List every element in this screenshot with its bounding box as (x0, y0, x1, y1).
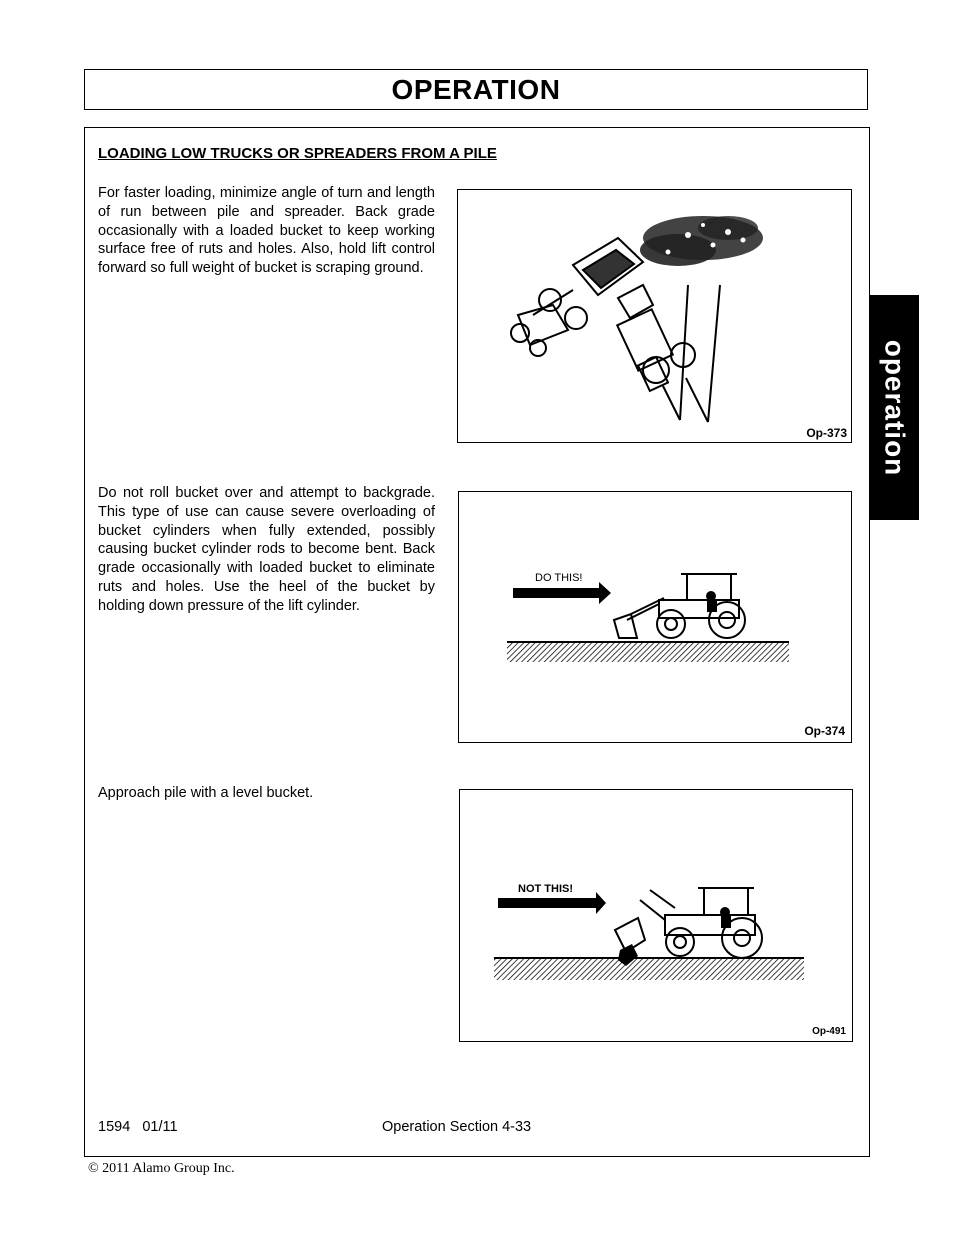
section-heading: LOADING LOW TRUCKS OR SPREADERS FROM A PILE (98, 145, 497, 162)
figure-op-373 (457, 189, 852, 443)
paragraph-2: Do not roll bucket over and attempt to backgrade. This type of use can cause severe overloading of bucket cylinders when fully extended, possibly causing bucket cylinder rods to become bent. Back grade occasionally with loaded bucket to eliminate ruts and holes. Use the heel of the bucket by holding down pressure of the lift cylinder. (98, 485, 435, 614)
section-page: Operation Section 4-33 (382, 1119, 532, 1135)
side-tab (869, 295, 919, 520)
do-this-illustration (459, 492, 853, 744)
figure-caption: NOT THIS! (518, 883, 573, 895)
figure-op-374 (458, 491, 852, 743)
page-title: OPERATION (391, 73, 561, 105)
tractor-loading-spreader-illustration (458, 190, 853, 444)
side-tab-label: operation (879, 339, 910, 476)
header-box (84, 69, 868, 110)
copyright: © 2011 Alamo Group Inc. (88, 1161, 235, 1176)
not-this-illustration (460, 790, 854, 1043)
doc-number: 1594 01/11 (98, 1119, 178, 1135)
figure-caption: DO THIS! (535, 572, 583, 584)
paragraph-1: For faster loading, minimize angle of turn and length of run between pile and spreader. Back grade occasionally with a loaded bucket to keep working surface free of ruts and holes. Also, hold lift control forward so full weight of bucket is scraping ground. (98, 185, 435, 277)
paragraph-3: Approach pile with a level bucket. (98, 785, 314, 801)
figure-label: Op-374 (804, 724, 845, 738)
figure-label: Op-491 (812, 1026, 846, 1037)
figure-label: Op-373 (806, 426, 847, 440)
figure-op-491 (459, 789, 853, 1042)
